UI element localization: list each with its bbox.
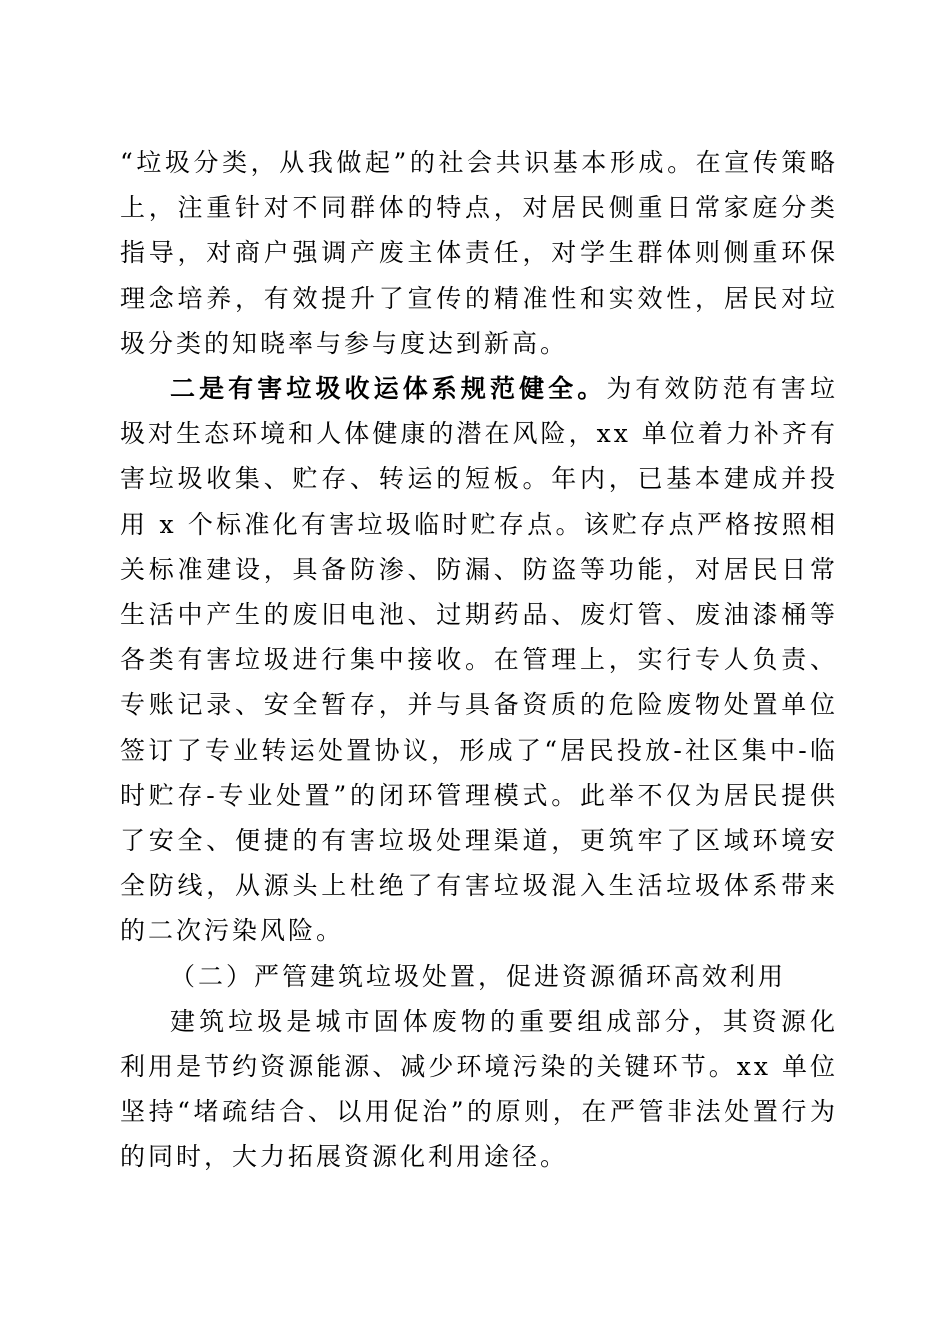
section-heading-text: （二）严管建筑垃圾处置，促进资源循环高效利用: [170, 961, 787, 991]
paragraph-text: “垃圾分类，从我做起”的社会共识基本形成。在宣传策略上，注重针对不同群体的特点，对居民侧重日常家庭分类指导，对商户强调产废主体责任，对学生群体则侧重环保理念培养，有效提升了宣传的精准性和实效性，居民对垃圾分类的知晓率与参与度达到新高。: [120, 148, 838, 358]
paragraph-lead-heading: 二是有害垃圾收运体系规范健全。: [170, 374, 607, 404]
paragraph-construction-waste: [120, 999, 838, 1180]
paragraph-publicity-strategy: [120, 140, 838, 366]
document-body: [120, 140, 838, 1180]
section-heading-construction-waste: [120, 954, 838, 999]
paragraph-text: 建筑垃圾是城市固体废物的重要组成部分，其资源化利用是节约资源能源、减少环境污染的关键环节。xx 单位坚持“堵疏结合、以用促治”的原则，在严管非法处置行为的同时，大力拓展资源化利用途径。: [120, 1006, 838, 1172]
paragraph-hazardous-waste: [120, 366, 838, 954]
paragraph-text: 为有效防范有害垃圾对生态环境和人体健康的潜在风险，xx 单位着力补齐有害垃圾收集、贮存、转运的短板。年内，已基本建成并投用 x 个标准化有害垃圾临时贮存点。该贮存点严格按照相关标准建设，具备防渗、防漏、防盗等功能，对居民日常生活中产生的废旧电池、过期药品、废灯管、废油漆桶等各类有害垃圾进行集中接收。在管理上，实行专人负责、专账记录、安全暂存，并与具备资质的危险废物处置单位签订了专业转运处置协议，形成了“居民投放-社区集中-临时贮存-专业处置”的闭环管理模式。此举不仅为居民提供了安全、便捷的有害垃圾处理渠道，更筑牢了区域环境安全防线，从源头上杜绝了有害垃圾混入生活垃圾体系带来的二次污染风险。: [120, 374, 838, 946]
